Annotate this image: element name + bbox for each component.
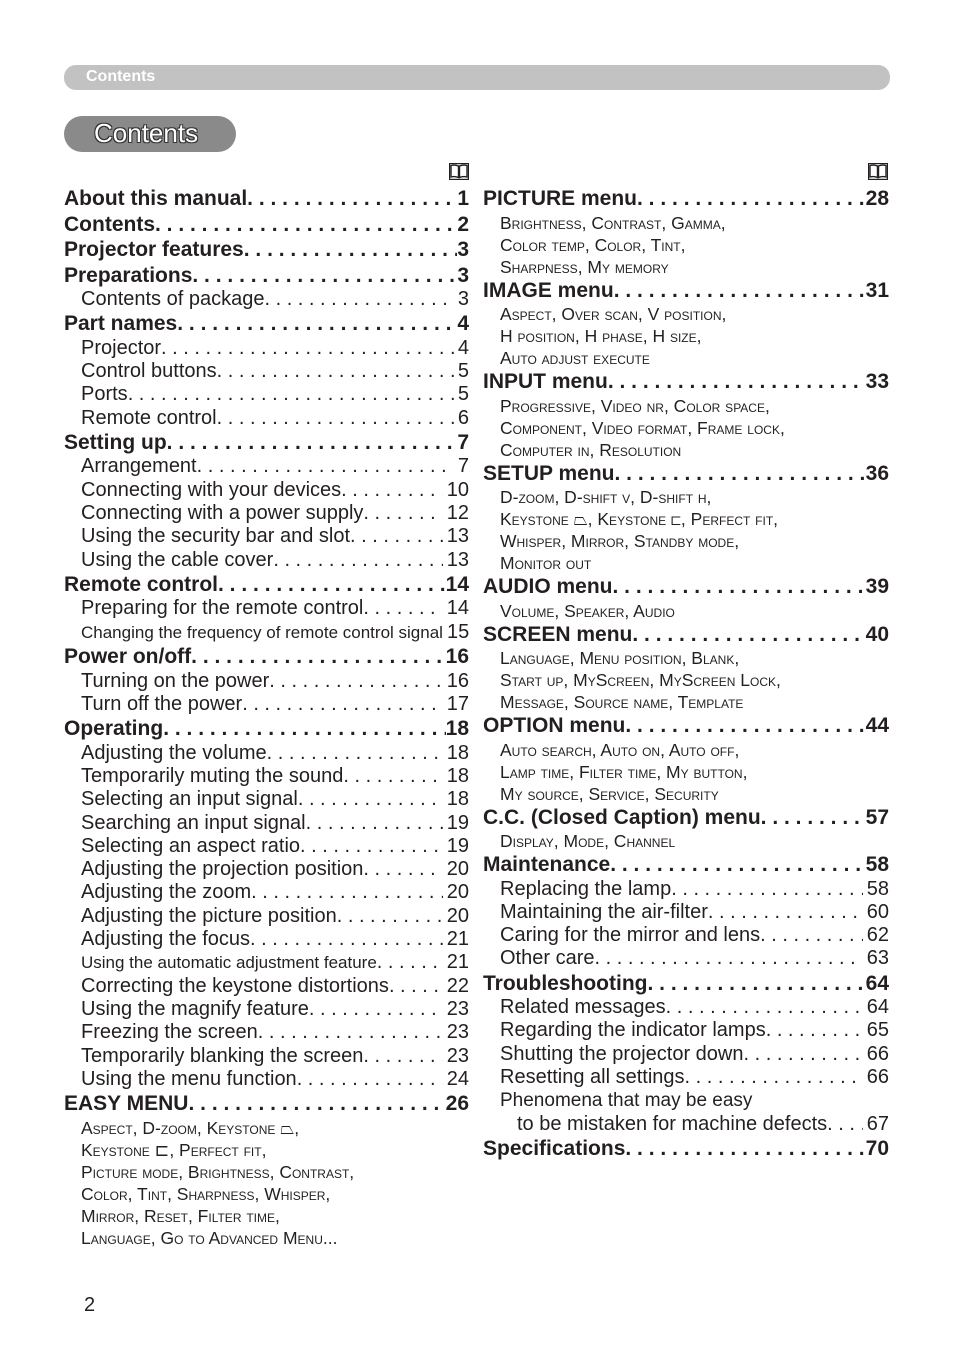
page-title-pill bbox=[64, 116, 236, 152]
page-number: 2 bbox=[84, 1294, 96, 1316]
toc-entry-title: About this manual bbox=[64, 187, 248, 210]
toc-menu-items: D-zoom, D-shift v, D-shift h, bbox=[500, 487, 712, 507]
toc-subsection-entry[interactable] bbox=[64, 525, 469, 548]
toc-section-entry[interactable] bbox=[483, 713, 889, 739]
toc-entry-page: 20 bbox=[446, 904, 469, 927]
dot-leader bbox=[625, 713, 865, 739]
toc-menu-items: Component, Video format, Frame lock, bbox=[500, 417, 785, 438]
dot-leader bbox=[766, 1019, 863, 1042]
toc-subsection-entry[interactable] bbox=[483, 1019, 889, 1042]
toc-menu-items: Computer in, Resolution bbox=[500, 439, 682, 460]
dot-leader bbox=[827, 1113, 863, 1136]
toc-entry-title: Operating bbox=[64, 717, 164, 741]
toc-entry-title: C.C. (Closed Caption) menu bbox=[483, 805, 761, 829]
toc-entry-title: EASY MENU bbox=[64, 1092, 189, 1116]
toc-section-entry[interactable] bbox=[64, 430, 469, 456]
dot-leader bbox=[637, 186, 866, 212]
toc-subsection-entry[interactable] bbox=[64, 597, 469, 620]
toc-subsection-entry[interactable] bbox=[483, 878, 889, 901]
toc-entry-page: 66 bbox=[866, 1066, 889, 1089]
dot-leader bbox=[188, 1091, 445, 1117]
toc-menu-items: Display, Mode, Channel bbox=[500, 831, 676, 851]
toc-entry-title: AUDIO menu bbox=[483, 575, 613, 598]
toc-entry-title: Using the magnify feature bbox=[81, 997, 309, 1020]
toc-entry-title: Troubleshooting bbox=[483, 971, 648, 995]
toc-menu-items: Aspect, D-zoom, Keystone ⏢, bbox=[81, 1117, 300, 1138]
toc-entry-page: 23 bbox=[446, 1021, 469, 1044]
toc-entry-page: 62 bbox=[866, 924, 889, 947]
toc-menu-items: Volume, Speaker, Audio bbox=[500, 600, 675, 621]
dot-leader bbox=[167, 430, 458, 456]
toc-subsection-entry[interactable] bbox=[64, 337, 469, 360]
dot-leader bbox=[309, 998, 443, 1021]
toc-entry-title: INPUT menu bbox=[483, 370, 608, 393]
toc-menu-items: Language, Menu position, Blank, bbox=[500, 648, 740, 668]
toc-subsection-entry[interactable] bbox=[64, 858, 469, 881]
dot-leader bbox=[258, 1021, 443, 1044]
dot-leader bbox=[267, 742, 443, 765]
toc-entry-title: Remote control bbox=[81, 406, 217, 429]
dot-leader bbox=[273, 549, 442, 572]
toc-entry-title: Freezing the screen bbox=[81, 1021, 258, 1044]
toc-entry-title: Adjusting the focus bbox=[81, 928, 250, 951]
toc-section-entry[interactable] bbox=[64, 572, 469, 598]
toc-section-entry[interactable] bbox=[483, 1136, 889, 1162]
toc-subsection-entry[interactable] bbox=[64, 621, 469, 644]
toc-entry-page: 14 bbox=[445, 572, 469, 596]
toc-entry-page: 3 bbox=[457, 238, 469, 261]
dot-leader bbox=[647, 971, 865, 997]
toc-entry-page: 57 bbox=[865, 805, 889, 829]
toc-entry-title: Maintaining the air-filter bbox=[500, 900, 708, 923]
toc-entry-title: Regarding the indicator lamps bbox=[500, 1019, 766, 1042]
toc-entry-page: 18 bbox=[446, 741, 469, 764]
toc-entry-page: 63 bbox=[866, 947, 889, 970]
toc-entry-page: 21 bbox=[446, 951, 469, 974]
toc-entry-page: 22 bbox=[446, 974, 469, 997]
toc-menu-items: Auto search, Auto on, Auto off, bbox=[500, 739, 740, 760]
toc-menu-items: Progressive, Video nr, Color space, bbox=[500, 395, 770, 416]
section-header-label: Contents bbox=[86, 68, 156, 85]
toc-entry-page: 20 bbox=[446, 858, 469, 881]
dot-leader bbox=[744, 1043, 863, 1066]
dot-leader bbox=[217, 407, 454, 430]
toc-section-entry[interactable] bbox=[64, 1091, 469, 1117]
toc-entry-title: Power on/off bbox=[64, 645, 192, 669]
toc-section-entry[interactable] bbox=[64, 716, 469, 742]
toc-entry-page: 65 bbox=[866, 1019, 889, 1042]
toc-menu-items: Brightness, Contrast, Gamma, bbox=[500, 212, 726, 233]
toc-subsection-entry[interactable] bbox=[483, 1113, 889, 1136]
toc-subsection-entry[interactable] bbox=[64, 881, 469, 904]
toc-entry-title: Temporarily muting the sound bbox=[81, 764, 344, 787]
toc-subsection-entry[interactable] bbox=[64, 835, 469, 858]
toc-entry-title: Using the menu function bbox=[81, 1067, 297, 1090]
toc-section-entry[interactable] bbox=[64, 186, 469, 212]
toc-entry-title: Adjusting the volume bbox=[81, 741, 267, 764]
toc-subsection-entry[interactable] bbox=[64, 951, 469, 974]
toc-entry-page: 21 bbox=[446, 928, 469, 951]
dot-leader bbox=[666, 996, 863, 1019]
toc-entry-page: 16 bbox=[445, 645, 469, 669]
toc-entry-title: Using the automatic adjustment feature bbox=[81, 953, 377, 973]
dot-leader bbox=[242, 693, 443, 716]
dot-leader bbox=[389, 975, 443, 998]
dot-leader bbox=[161, 337, 454, 360]
dot-leader bbox=[251, 881, 443, 904]
toc-entry-page: 66 bbox=[866, 1042, 889, 1065]
toc-entry-title: Ports bbox=[81, 383, 128, 406]
toc-section-entry[interactable] bbox=[483, 622, 889, 648]
toc-entry-title: Projector features bbox=[64, 238, 244, 261]
toc-entry-title: Correcting the keystone distortions bbox=[81, 974, 389, 997]
dot-leader bbox=[337, 905, 443, 928]
toc-menu-items: My source, Service, Security bbox=[500, 783, 719, 804]
toc-entry-title: Searching an input signal bbox=[81, 811, 306, 834]
toc-subsection-entry[interactable] bbox=[483, 1043, 889, 1066]
toc-section-entry[interactable] bbox=[483, 369, 889, 395]
book-icon bbox=[868, 163, 888, 180]
toc-entry-title: Resetting all settings bbox=[500, 1066, 685, 1089]
dot-leader bbox=[594, 947, 862, 970]
toc-subsection-entry[interactable] bbox=[64, 1045, 469, 1068]
toc-entry-title: Caring for the mirror and lens bbox=[500, 924, 761, 947]
toc-menu-items: Aspect, Over scan, V position, bbox=[500, 304, 727, 324]
toc-entry-title: Connecting with a power supply bbox=[81, 502, 364, 525]
toc-menu-items: Keystone ⏢, Keystone ⊏, Perfect fit, bbox=[500, 509, 779, 529]
toc-entry-page: 15 bbox=[446, 620, 470, 643]
toc-subsection-entry[interactable] bbox=[64, 812, 469, 835]
toc-entry-title: SCREEN menu bbox=[483, 622, 633, 646]
toc-menu-items: Sharpness, My memory bbox=[500, 256, 669, 277]
dot-leader bbox=[625, 1136, 865, 1162]
toc-entry-title: Setting up bbox=[64, 430, 167, 454]
toc-entry-title: Remote control bbox=[64, 572, 219, 596]
dot-leader bbox=[250, 928, 443, 951]
toc-entry-title: Using the security bar and slot bbox=[81, 525, 351, 548]
toc-section-entry[interactable] bbox=[483, 805, 889, 831]
toc-section-entry[interactable] bbox=[483, 574, 889, 600]
toc-entry-page: 64 bbox=[866, 996, 889, 1019]
toc-entry-title: to be mistaken for machine defects bbox=[517, 1112, 828, 1135]
dot-leader bbox=[247, 186, 457, 212]
page-title: Contents bbox=[94, 118, 199, 148]
dot-leader bbox=[177, 311, 457, 337]
dot-leader bbox=[671, 878, 863, 901]
toc-entry-title: Turning on the power bbox=[81, 669, 270, 692]
dot-leader bbox=[363, 1045, 442, 1068]
toc-menu-items: Color temp, Color, Tint, bbox=[500, 234, 686, 255]
dot-leader bbox=[306, 812, 443, 835]
toc-right-column bbox=[483, 186, 889, 1161]
toc-entry-page: 3 bbox=[457, 263, 469, 287]
toc-entry-title: Adjusting the projection position bbox=[81, 858, 364, 881]
toc-entry-title: Selecting an input signal bbox=[81, 788, 298, 811]
dot-leader bbox=[377, 951, 443, 974]
toc-subsection-entry[interactable] bbox=[64, 928, 469, 951]
toc-entry-title: Part names bbox=[64, 312, 178, 336]
toc-menu-items: Start up, MyScreen, MyScreen Lock, bbox=[500, 670, 781, 690]
toc-section-entry[interactable] bbox=[483, 971, 889, 997]
dot-leader bbox=[297, 1068, 443, 1091]
toc-menu-items: H position, H phase, H size, bbox=[500, 326, 702, 346]
toc-entry-page: 18 bbox=[446, 788, 469, 811]
toc-entry-page: 14 bbox=[446, 597, 469, 620]
toc-entry-page: 2 bbox=[457, 212, 469, 236]
toc-entry-title: Selecting an aspect ratio bbox=[81, 834, 301, 857]
toc-entry-page: 3 bbox=[457, 288, 469, 310]
toc-section-entry[interactable] bbox=[64, 311, 469, 337]
dot-leader bbox=[608, 369, 866, 395]
toc-entry-title: SETUP menu bbox=[483, 461, 615, 485]
dot-leader bbox=[363, 858, 442, 881]
toc-entry-title: Adjusting the picture position bbox=[81, 904, 337, 927]
toc-entry-page: 17 bbox=[446, 692, 469, 715]
toc-entry-page: 28 bbox=[865, 187, 889, 210]
toc-entry-page: 19 bbox=[446, 811, 469, 834]
toc-subsection-entry[interactable] bbox=[64, 383, 469, 406]
toc-left-column bbox=[64, 186, 469, 1249]
dot-leader bbox=[343, 765, 442, 788]
toc-entry-title: Preparing for the remote control bbox=[81, 597, 364, 620]
toc-entry-page: 16 bbox=[446, 669, 469, 692]
toc-entry-page: 18 bbox=[445, 717, 469, 741]
toc-entry-title: Turn off the power bbox=[81, 692, 243, 715]
dot-leader bbox=[264, 288, 453, 311]
toc-entry-page: 23 bbox=[446, 997, 469, 1020]
toc-entry-page: 44 bbox=[865, 714, 889, 737]
toc-menu-items: Mirror, Reset, Filter time, bbox=[81, 1205, 280, 1226]
toc-menu-items: Lamp time, Filter time, My button, bbox=[500, 761, 748, 782]
dot-leader bbox=[363, 597, 442, 620]
toc-subsection-entry[interactable] bbox=[64, 742, 469, 765]
dot-leader bbox=[613, 574, 866, 600]
toc-entry-page: 24 bbox=[446, 1067, 469, 1090]
dot-leader bbox=[632, 622, 865, 648]
toc-subsection-entry[interactable] bbox=[64, 1068, 469, 1091]
toc-subsection-entry[interactable] bbox=[64, 693, 469, 716]
toc-entry-page: 5 bbox=[457, 383, 469, 406]
toc-entry-title: Other care bbox=[500, 947, 595, 970]
toc-subsection-entry[interactable] bbox=[483, 924, 889, 947]
toc-menu-items: Monitor out bbox=[500, 553, 592, 573]
toc-subsection-entry[interactable] bbox=[64, 905, 469, 928]
dot-leader bbox=[614, 278, 866, 304]
toc-subsection-entry[interactable] bbox=[64, 670, 469, 693]
toc-subsection-entry[interactable] bbox=[64, 407, 469, 430]
toc-subsection-entry[interactable] bbox=[64, 765, 469, 788]
toc-entry-page: 12 bbox=[446, 502, 469, 525]
toc-entry-page: 13 bbox=[446, 525, 469, 548]
toc-entry-page: 58 bbox=[866, 877, 889, 900]
section-header-bar bbox=[64, 65, 890, 90]
toc-entry-page: 33 bbox=[865, 370, 889, 393]
toc-entry-page: 7 bbox=[457, 455, 469, 478]
dot-leader bbox=[155, 212, 457, 238]
dot-leader bbox=[217, 360, 454, 383]
toc-menu-items: Color, Tint, Sharpness, Whisper, bbox=[81, 1183, 331, 1204]
toc-section-entry[interactable] bbox=[64, 263, 469, 289]
dot-leader bbox=[614, 461, 865, 487]
toc-entry-title: OPTION menu bbox=[483, 714, 626, 737]
toc-section-entry[interactable] bbox=[483, 278, 889, 304]
dot-leader bbox=[685, 1066, 863, 1089]
toc-entry-page: 4 bbox=[457, 312, 469, 336]
toc-entry-title: Using the cable cover bbox=[81, 548, 274, 571]
dot-leader bbox=[163, 716, 445, 742]
toc-entry-page: 13 bbox=[446, 548, 469, 571]
toc-subsection-entry[interactable] bbox=[483, 901, 889, 924]
toc-subsection-entry[interactable] bbox=[64, 975, 469, 998]
toc-entry-title: Preparations bbox=[64, 263, 193, 287]
toc-menu-items: Keystone ⊏, Perfect fit, bbox=[81, 1139, 267, 1160]
dot-leader bbox=[191, 644, 445, 670]
dot-leader bbox=[300, 835, 443, 858]
toc-subsection-entry[interactable] bbox=[483, 1066, 889, 1089]
toc-entry-title: Contents of package bbox=[81, 288, 265, 310]
toc-entry-page: 39 bbox=[865, 575, 889, 598]
dot-leader bbox=[760, 924, 863, 947]
dot-leader bbox=[761, 805, 866, 831]
toc-entry-title: Temporarily blanking the screen bbox=[81, 1044, 364, 1067]
toc-subsection-entry[interactable] bbox=[64, 288, 469, 311]
toc-menu-items: Language, Go to Advanced Menu... bbox=[81, 1227, 338, 1248]
toc-entry-page: 64 bbox=[865, 971, 889, 995]
toc-subsection-entry[interactable] bbox=[483, 996, 889, 1019]
toc-subsection-entry[interactable] bbox=[483, 947, 889, 970]
toc-entry-title: Arrangement bbox=[81, 455, 197, 478]
toc-entry-page: 20 bbox=[446, 881, 469, 904]
toc-entry-page: 7 bbox=[457, 430, 469, 454]
dot-leader bbox=[341, 479, 443, 502]
toc-entry-title: Contents bbox=[64, 212, 155, 236]
toc-entry-page: 23 bbox=[446, 1044, 469, 1067]
toc-subsection-entry[interactable] bbox=[64, 455, 469, 478]
toc-entry-page: 31 bbox=[865, 278, 889, 302]
toc-subsection-entry[interactable] bbox=[64, 479, 469, 502]
toc-entry-page: 26 bbox=[445, 1092, 469, 1116]
toc-entry-page: 36 bbox=[865, 461, 889, 485]
dot-leader bbox=[192, 263, 457, 289]
toc-section-entry[interactable] bbox=[483, 852, 889, 878]
dot-leader bbox=[298, 788, 443, 811]
toc-entry-page: 4 bbox=[457, 336, 469, 359]
dot-leader bbox=[244, 237, 458, 263]
dot-leader bbox=[610, 852, 865, 878]
dot-leader bbox=[128, 383, 454, 406]
dot-leader bbox=[218, 572, 446, 598]
toc-subsection-entry[interactable] bbox=[64, 360, 469, 383]
toc-entry-page: 6 bbox=[457, 406, 469, 429]
book-icon bbox=[449, 163, 469, 180]
toc-entry-title: Projector bbox=[81, 336, 162, 359]
toc-subsection-entry[interactable] bbox=[64, 549, 469, 572]
toc-entry-title: Phenomena that may be easy bbox=[500, 1090, 753, 1112]
toc-menu-items: Auto adjust execute bbox=[500, 348, 650, 368]
toc-entry-page: 5 bbox=[457, 360, 469, 383]
toc-entry-page: 19 bbox=[446, 834, 469, 857]
toc-entry-page: 40 bbox=[865, 622, 889, 646]
toc-section-entry[interactable] bbox=[64, 237, 469, 263]
toc-subsection-entry[interactable] bbox=[64, 998, 469, 1021]
toc-subsection-entry[interactable] bbox=[64, 502, 469, 525]
toc-entry-page: 70 bbox=[865, 1136, 889, 1160]
toc-section-entry[interactable] bbox=[64, 212, 469, 238]
toc-menu-items: Whisper, Mirror, Standby mode, bbox=[500, 531, 740, 551]
toc-section-entry[interactable] bbox=[483, 186, 889, 212]
toc-entry-title: Shutting the projector down bbox=[500, 1042, 744, 1065]
toc-entry-title: Specifications bbox=[483, 1136, 626, 1160]
toc-subsection-entry[interactable] bbox=[64, 1021, 469, 1044]
toc-entry-title: Maintenance bbox=[483, 853, 611, 876]
toc-entry-page: 10 bbox=[446, 478, 469, 501]
toc-entry-title: Control buttons bbox=[81, 360, 217, 383]
toc-entry-title: PICTURE menu bbox=[483, 187, 638, 210]
toc-section-entry[interactable] bbox=[64, 644, 469, 670]
toc-menu-items: Picture mode, Brightness, Contrast, bbox=[81, 1161, 355, 1182]
toc-menu-items: Message, Source name, Template bbox=[500, 692, 744, 712]
dot-leader bbox=[197, 455, 454, 478]
dot-leader bbox=[269, 670, 442, 693]
toc-section-entry[interactable] bbox=[483, 461, 889, 487]
toc-entry-page: 18 bbox=[446, 764, 469, 787]
toc-entry-page: 60 bbox=[866, 900, 889, 923]
toc-entry-title: Adjusting the zoom bbox=[81, 881, 252, 904]
toc-subsection-entry[interactable] bbox=[64, 788, 469, 811]
toc-entry-title: Related messages bbox=[500, 996, 666, 1019]
toc-entry-page: 1 bbox=[457, 187, 469, 210]
toc-entry-title: IMAGE menu bbox=[483, 278, 614, 302]
toc-entry-title: Connecting with your devices bbox=[81, 478, 342, 501]
toc-entry-title: Replacing the lamp bbox=[500, 877, 672, 900]
toc-entry-title: Changing the frequency of remote control signal bbox=[81, 622, 443, 642]
dot-leader bbox=[363, 502, 442, 525]
dot-leader bbox=[708, 901, 863, 924]
toc-entry-page: 67 bbox=[866, 1112, 889, 1135]
toc-entry-page: 58 bbox=[865, 853, 889, 876]
dot-leader bbox=[350, 525, 443, 548]
